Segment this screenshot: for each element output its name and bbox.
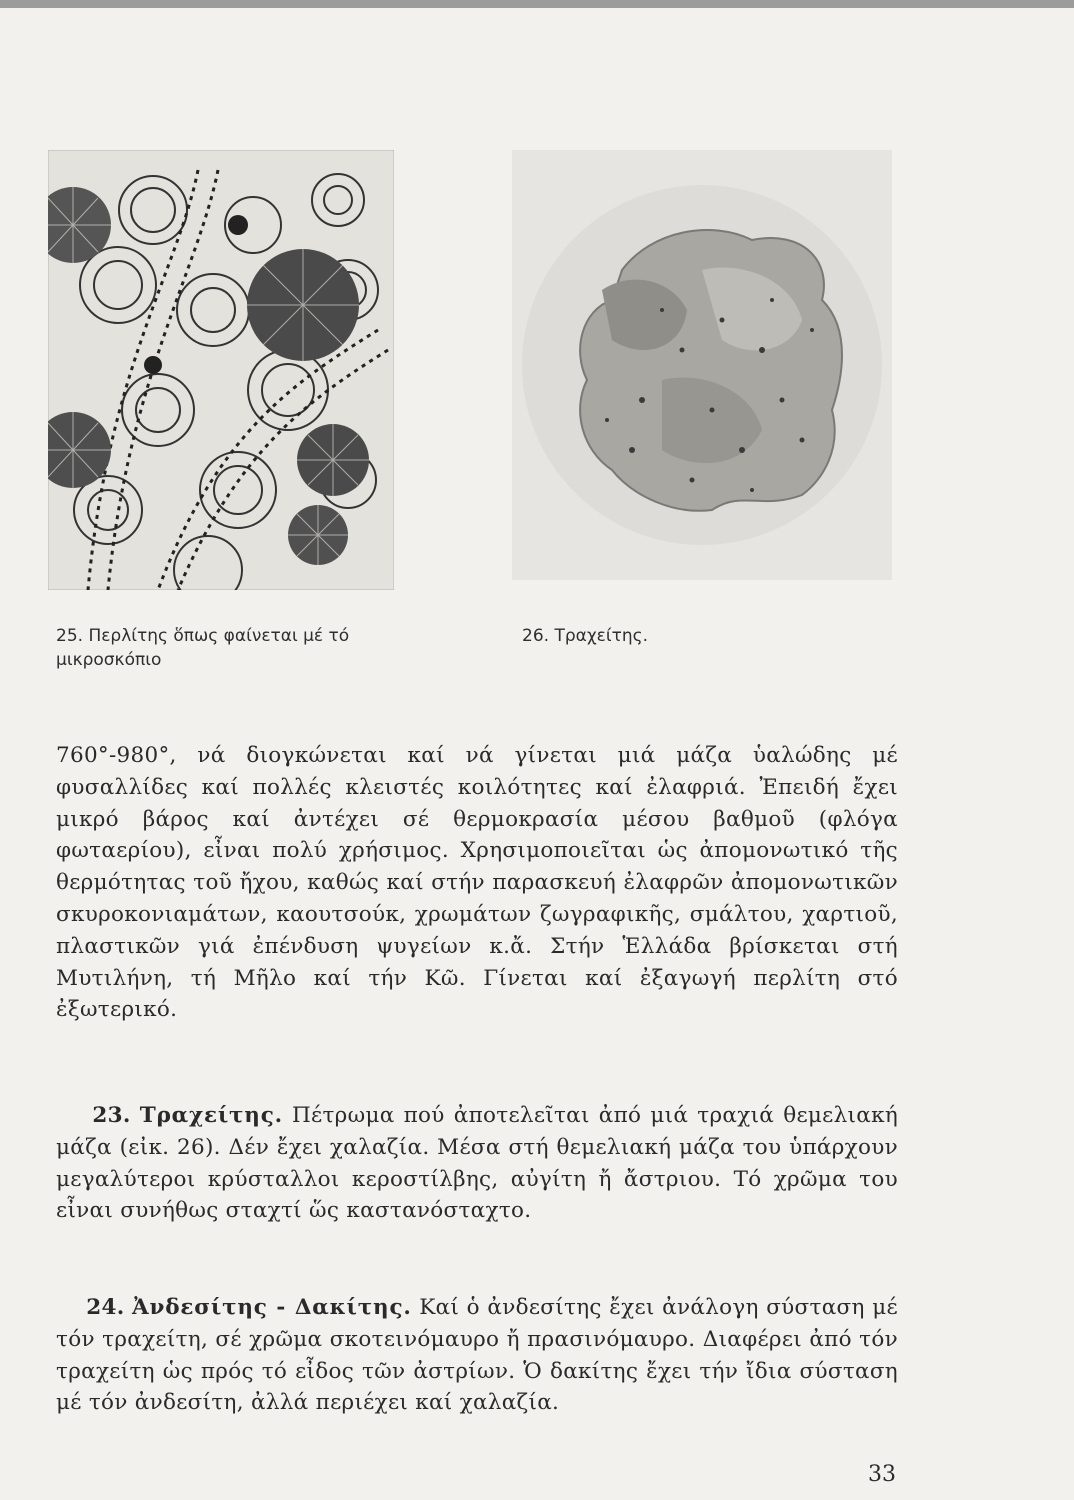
section-number: 24.	[86, 1295, 125, 1320]
paragraph-trachyte	[56, 1100, 898, 1227]
paragraph-perlite-continued: 760°-980°, νά διογκώνεται καί νά γίνεται μιά μάζα ὑαλώδης μέ φυσαλλίδες καί πολλές κλειστές κοιλότητες καί ἐλαφριά. Ἐπειδή ἔχει μικρό βάρος καί ἀντέχει σέ θερμοκρασία μέσου βαθμοῦ (φλόγα φωταερίου), εἶναι πολύ χρήσιμος. Χρησιμοποιεῖται ὡς ἀπομονωτικό τῆς θερμότητας τοῦ ἤχου, καθώς καί στήν παρασκευή ἐλαφρῶν ἀπομονωτικῶν σκυροκονιαμάτων, καουτσούκ, χρωμάτων ζωγραφικῆς, σμάλτου, χαρτιοῦ, πλαστικῶν γιά ἐπένδυση ψυγείων κ.ἄ. Στήν Ἑλλάδα βρίσκεται στή Μυτιλήνη, τή Μῆλο καί τήν Κῶ. Γίνεται καί ἐξαγωγή περλίτη στό ἐξωτερικό.	[56, 743, 898, 1023]
figure-25-caption-line1: 25. Περλίτης ὅπως φαίνεται μέ τό	[56, 626, 350, 646]
section-term: Τραχείτης.	[139, 1103, 283, 1128]
page-number: 33	[868, 1462, 896, 1487]
figure-25-perlite-drawing	[48, 150, 394, 590]
section-text: Πέτρωμα πού ἀποτελεῖται ἀπό μιά τραχιά θεμελιακή μάζα (εἰκ. 26). Δέν ἔχει χαλαζία. Μέσα στή θεμελιακή μάζα του ὑπάρχουν μεγαλύτεροι κρύσταλλοι κεροστίλβης, αὐγίτη ἤ ἄστριου. Τό χρῶμα του εἶναι συνήθως σταχτί ὥς καστανόσταχτο.	[56, 1103, 899, 1224]
figure-25-caption-line2: μικροσκόπιο	[56, 650, 162, 670]
figure-26-caption: 26. Τραχείτης.	[522, 626, 648, 646]
scan-top-edge	[0, 0, 1074, 8]
section-number: 23.	[92, 1103, 131, 1128]
figure-25-caption	[56, 624, 456, 672]
paragraph-andesite-dacite	[56, 1292, 898, 1419]
section-term: Ἀνδεσίτης - Δακίτης.	[132, 1295, 412, 1320]
figure-26-trachyte-photo	[512, 150, 892, 580]
section-text: Καί ὁ ἀνδεσίτης ἔχει ἀνάλογη σύσταση μέ τόν τραχείτη, σέ χρῶμα σκοτεινόμαυρο ἤ πρασινόμαυρο. Διαφέρει ἀπό τόν τραχείτη ὡς πρός τό εἶδος τῶν ἀστρίων. Ὁ δακίτης ἔχει τήν ἴδια σύσταση μέ τόν ἀνδεσίτη, ἀλλά περιέχει καί χαλαζία.	[56, 1295, 898, 1416]
